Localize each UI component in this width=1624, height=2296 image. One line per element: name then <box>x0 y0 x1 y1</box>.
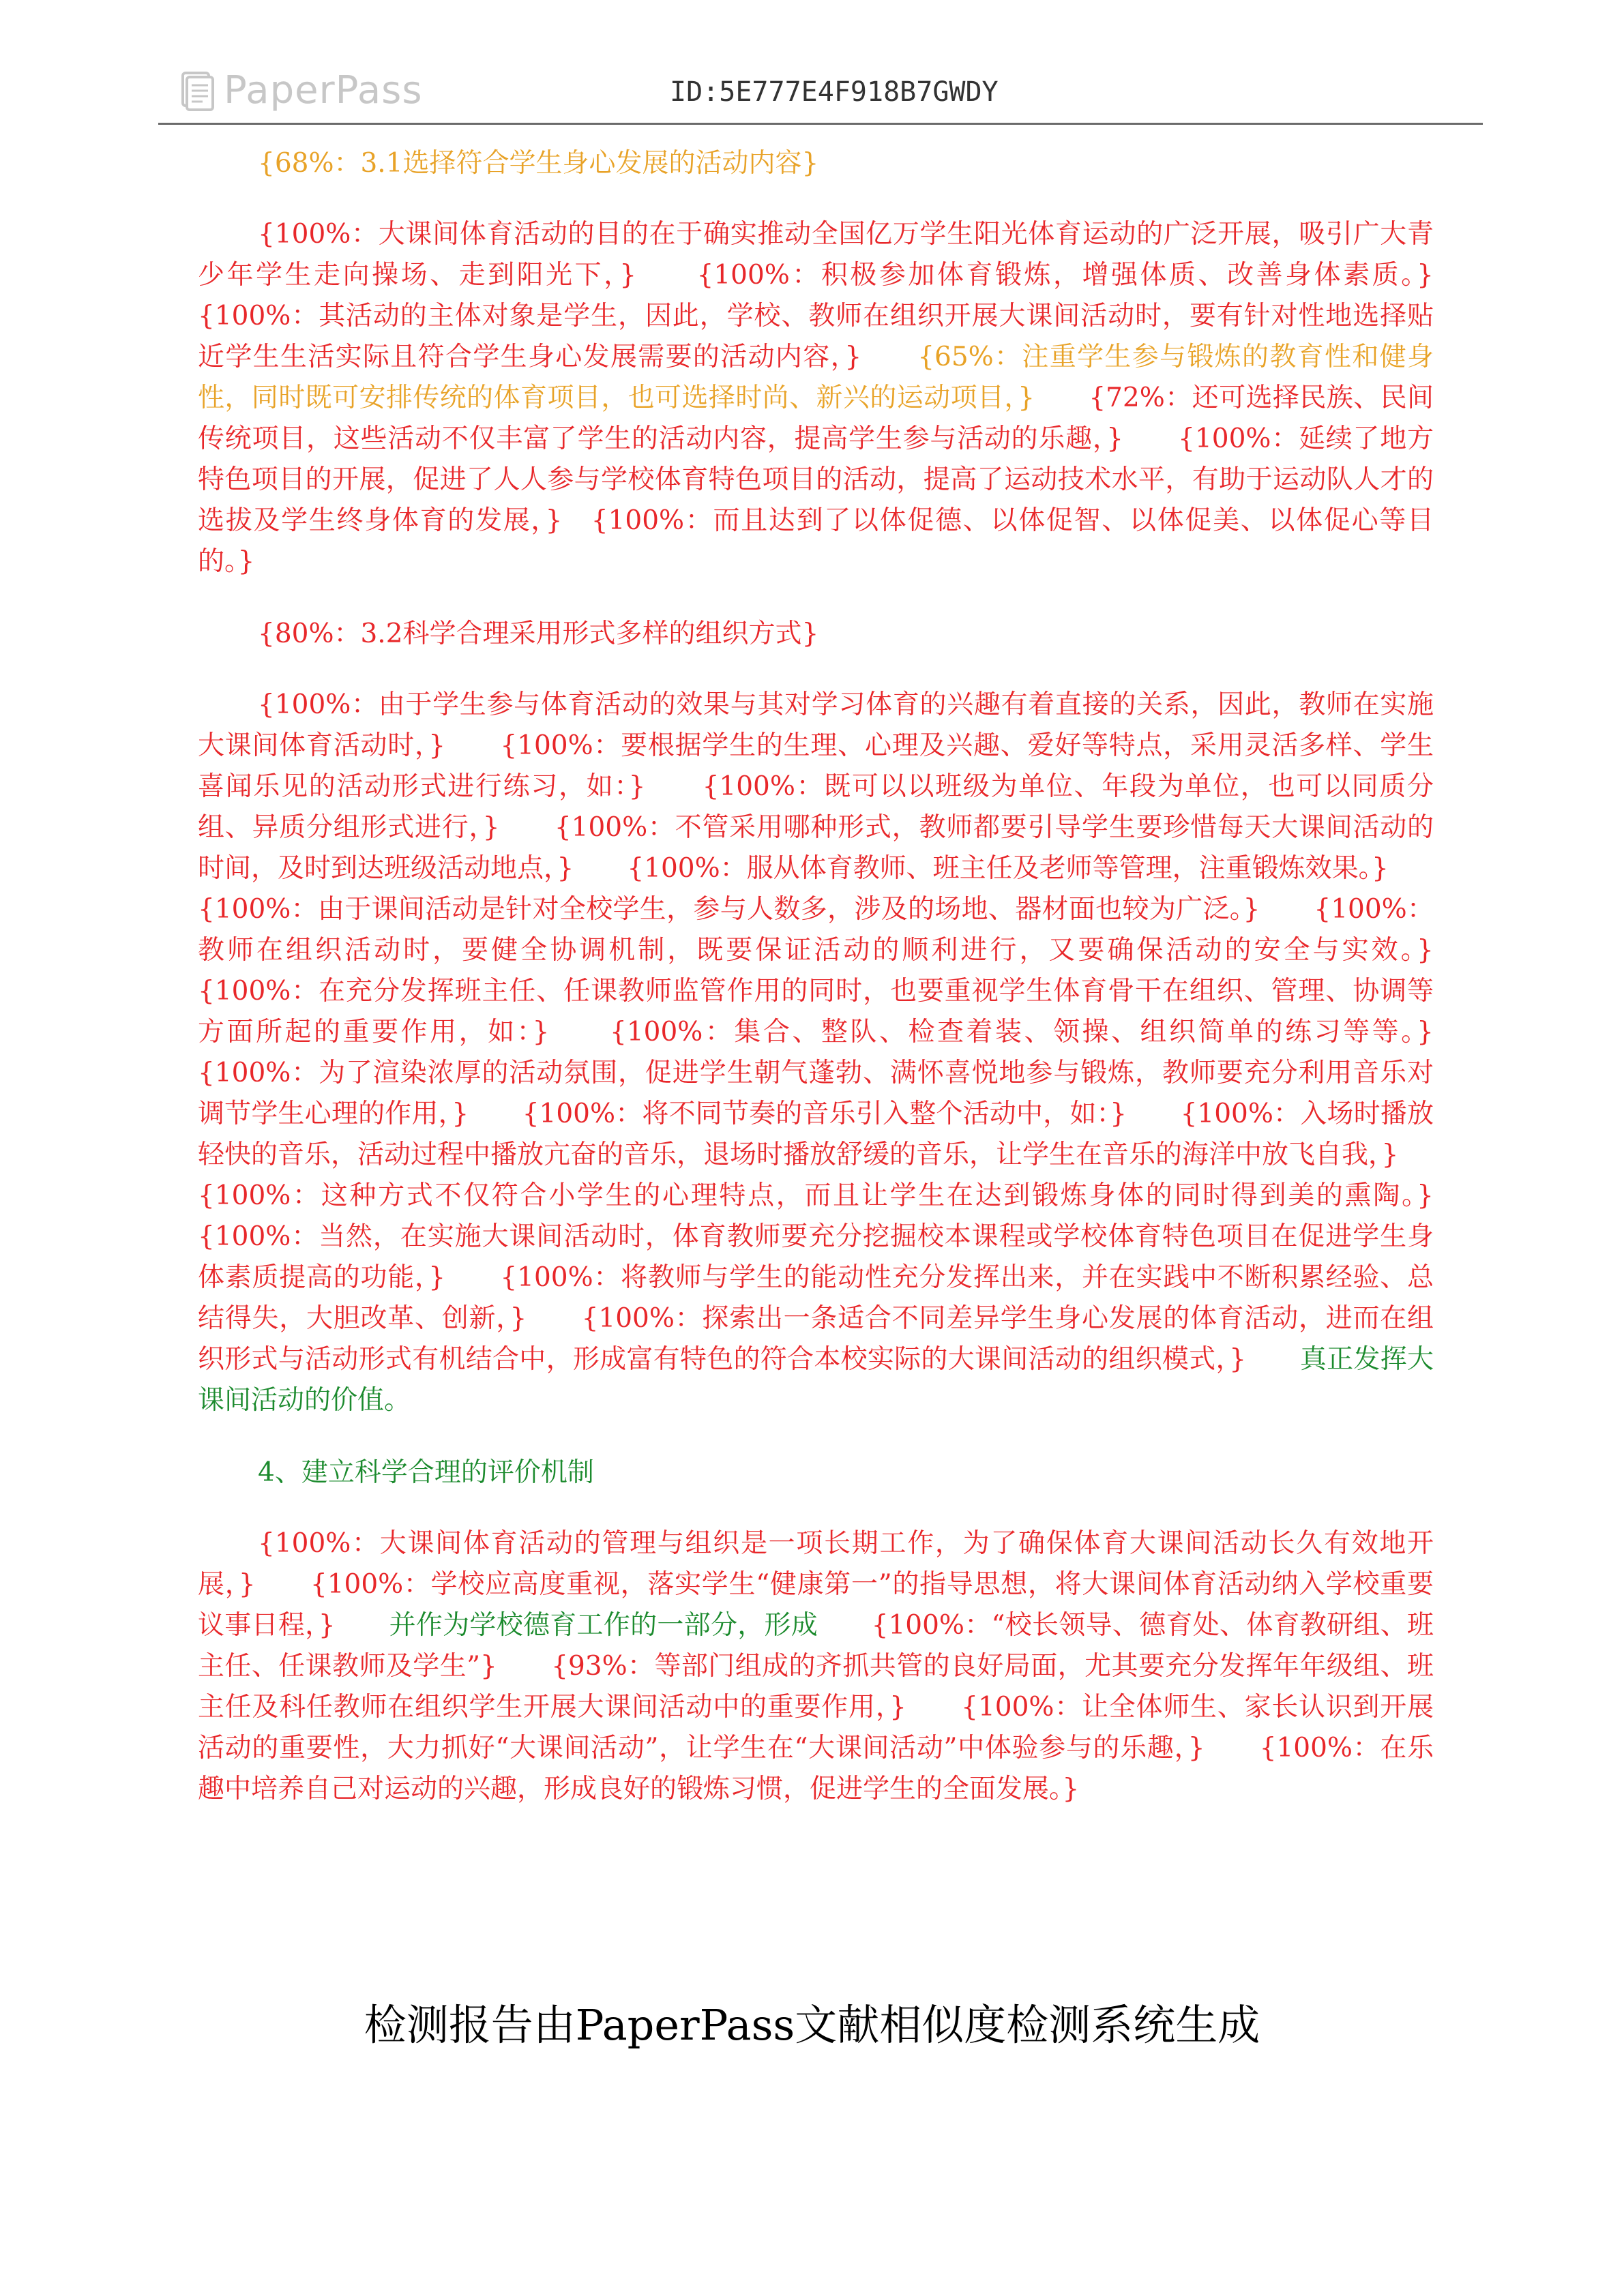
text-segment: {100%：“校长领导、德育处、体育教研组、班主任、任课教师及学生”} <box>198 1610 1434 1682</box>
text-segment: {100%：这种方式不仅符合小学生的心理特点，而且让学生在达到锻炼身体的同时得到美的熏陶。} <box>198 1139 1452 1211</box>
text-segment: {80%：3.2科学合理采用形式多样的组织方式} <box>258 618 819 649</box>
text-segment: {65%：注重学生参与锻炼的教育性和健身性，同时既可安排传统的体育项目，也可选择时尚、新兴的运动项目，} <box>198 342 1434 413</box>
text-segment: {100%：不管采用哪种形式，教师都要引导学生要珍惜每天大课间活动的时间，及时到达班级活动地点，} <box>198 812 1434 884</box>
text-segment: {68%：3.1选择符合学生身心发展的活动内容} <box>258 148 819 179</box>
text-segment: {100%：要根据学生的生理、心理及兴趣、爱好等特点，采用灵活多样、学生喜闻乐见的活动形式进行练习，如：} <box>198 730 1434 802</box>
text-segment: {100%：教师在组织活动时，要健全协调机制，既要保证活动的顺利进行，又要确保活动的安全与实效。} <box>198 894 1434 966</box>
text-segment: {100%：让全体师生、家长认识到开展活动的重要性，大力抓好“大课间活动”，让学生在“大课间活动”中体验参与的乐趣，} <box>198 1692 1434 1763</box>
paragraph <box>198 685 1488 1421</box>
report-footer: 检测报告由PaperPass文献相似度检测系统生成 <box>364 2000 1260 2050</box>
text-segment: {100%：在充分发挥班主任、任课教师监管作用的同时，也要重视学生体育骨干在组织、管理、协调等方面所起的重要作用，如：} <box>198 935 1488 1047</box>
text-segment: {100%：在乐趣中培养自己对运动的兴趣，形成良好的锻炼习惯，促进学生的全面发展。} <box>198 1733 1434 1804</box>
text-segment: {100%：而且达到了以体促德、以体促智、以体促美、以体促心等目的。} <box>198 505 1434 577</box>
paragraph <box>198 1523 1434 1810</box>
text-segment: {100%：其活动的主体对象是学生，因此，学校、教师在组织开展大课间活动时，要有针对性地选择贴近学生生活实际且符合学生身心发展需要的活动内容，} <box>198 260 1488 372</box>
paragraph <box>198 214 1488 582</box>
paragraph-heading-4 <box>198 1452 1434 1493</box>
document-icon <box>179 70 217 111</box>
paragraph-heading-3-2 <box>198 614 1434 655</box>
document-id: ID:5E777E4F918B7GWDY <box>670 76 999 108</box>
text-segment: {100%：由于学生参与体育活动的效果与其对学习体育的兴趣有着直接的关系，因此，教师在实施大课间体育活动时，} <box>198 689 1434 761</box>
text-segment: {100%：大课间体育活动的管理与组织是一项长期工作，为了确保体育大课间活动长久有效地开展，} <box>198 1528 1434 1600</box>
paragraph-heading-3-1 <box>198 143 1434 184</box>
text-segment: {100%：集合、整队、检查着装、领操、组织简单的练习等等。} <box>549 1017 1434 1047</box>
text-segment: {100%：探索出一条适合不同差异学生身心发展的体育活动，进而在组织形式与活动形式有机结合中，形成富有特色的符合本校实际的大课间活动的组织模式，} <box>198 1303 1434 1375</box>
paperpass-logo <box>179 68 423 113</box>
report-body <box>198 143 1488 1841</box>
text-segment: {100%：学校应高度重视，落实学生“健康第一”的指导思想，将大课间体育活动纳入学校重要议事日程，} <box>198 1569 1434 1641</box>
text-segment: {93%：等部门组成的齐抓共管的良好局面，尤其要充分发挥年年级组、班主任及科任教师在组织学生开展大课间活动中的重要作用，} <box>198 1651 1434 1723</box>
text-segment: 并作为学校德育工作的一部分，形成 <box>335 1610 818 1641</box>
text-segment: {100%：服从体育教师、班主任及老师等管理，注重锻炼效果。} <box>574 853 1389 884</box>
text-segment: {100%：大课间体育活动的目的在于确实推动全国亿万学生阳光体育运动的广泛开展，吸引广大青少年学生走向操场、走到阳光下，} <box>198 219 1434 290</box>
text-segment: 真正发挥大课间活动的价值。 <box>198 1344 1434 1416</box>
text-segment: {100%：积极参加体育锻炼，增强体质、改善身体素质。} <box>636 260 1434 290</box>
page-header <box>158 65 1483 125</box>
text-segment: {100%：将不同节奏的音乐引入整个活动中，如：} <box>469 1099 1127 1129</box>
text-segment: {100%：延续了地方特色项目的开展，促进了人人参与学校体育特色项目的活动，提高了运动技术水平，有助于运动队人才的选拔及学生终身体育的发展，} <box>198 423 1434 536</box>
text-segment: {100%：为了渲染浓厚的活动氛围，促进学生朝气蓬勃、满怀喜悦地参与锻炼，教师要充分利用音乐对调节学生心理的作用，} <box>198 1017 1488 1129</box>
text-segment: {100%：既可以以班级为单位、年段为单位，也可以同质分组、异质分组形式进行，} <box>198 771 1434 843</box>
text-segment: {72%：还可选择民族、民间传统项目，这些活动不仅丰富了学生的活动内容，提高学生参与活动的乐趣，} <box>198 383 1434 454</box>
logo-text: PaperPass <box>224 68 423 113</box>
text-segment: {100%：将教师与学生的能动性充分发挥出来，并在实践中不断积累经验、总结得失，大胆改革、创新，} <box>198 1262 1434 1334</box>
text-segment: {100%：入场时播放轻快的音乐，活动过程中播放亢奋的音乐，退场时播放舒缓的音乐，让学生在音乐的海洋中放飞自我，} <box>198 1099 1434 1170</box>
text-segment: {100%：当然，在实施大课间活动时，体育教师要充分挖掘校本课程或学校体育特色项目在促进学生身体素质提高的功能，} <box>198 1180 1488 1293</box>
text-segment: {100%：由于课间活动是针对全校学生，参与人数多，涉及的场地、器材面也较为广泛。} <box>198 853 1442 925</box>
text-segment: 4、建立科学合理的评价机制 <box>258 1457 594 1488</box>
